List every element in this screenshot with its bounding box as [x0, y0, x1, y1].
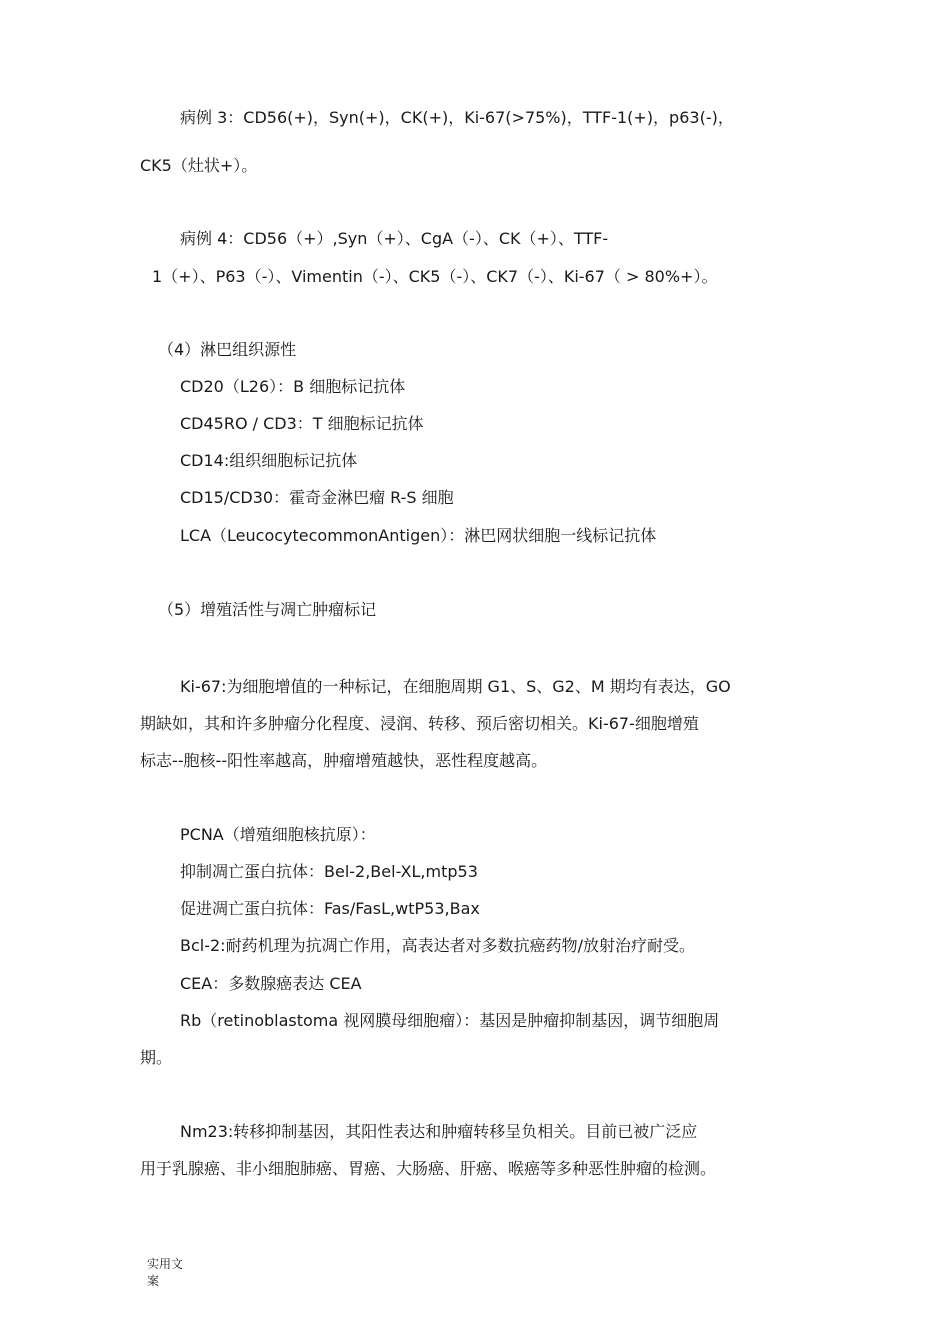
footer-label-line2: 案: [147, 1274, 160, 1288]
lymph-item: CD15/CD30：霍奇金淋巴瘤 R-S 细胞: [180, 488, 454, 507]
prolif-item: 抑制凋亡蛋白抗体：Bel-2,Bel-XL,mtp53: [180, 862, 478, 881]
lymph-item: CD20（L26）：B 细胞标记抗体: [180, 377, 406, 396]
lymph-item: CD45RO / CD3：T 细胞标记抗体: [180, 414, 424, 433]
prolif-item: Bcl-2:耐药机理为抗凋亡作用，高表达者对多数抗癌药物/放射治疗耐受。: [180, 936, 695, 955]
lymph-item: LCA（LeucocytecommonAntigen）：淋巴网状细胞一线标记抗体: [180, 526, 657, 545]
case3-line1: 病例 3：CD56(+)，Syn(+)，CK(+)，Ki-67(>75%)，TTF-1(+)，p63(-)，: [180, 108, 734, 127]
case4-line2: 1（+）、P63（-）、Vimentin（-）、CK5（-）、CK7（-）、Ki-67（ > 80%+）。: [152, 267, 718, 286]
prolif-item: 期。: [140, 1048, 173, 1067]
prolif-item: CEA：多数腺癌表达 CEA: [180, 974, 362, 993]
case4-line1: 病例 4：CD56（+）,Syn（+）、CgA（-）、CK（+）、TTF-: [180, 229, 609, 248]
prolif-item: Rb（retinoblastoma 视网膜母细胞瘤）：基因是肿瘤抑制基因，调节细胞周: [180, 1011, 720, 1030]
nm23-line: 用于乳腺癌、非小细胞肺癌、胃癌、大肠癌、肝癌、喉癌等多种恶性肿瘤的检测。: [140, 1159, 717, 1178]
ki67-line: 标志--胞核--阳性率越高，肿瘤增殖越快，恶性程度越高。: [140, 751, 548, 770]
prolif-heading: （5）增殖活性与凋亡肿瘤标记: [158, 600, 377, 619]
case3-line2: CK5（灶状+）。: [140, 156, 258, 175]
prolif-item: 促进凋亡蛋白抗体：Fas/FasL,wtP53,Bax: [180, 899, 480, 918]
lymph-heading: （4）淋巴组织源性: [158, 340, 297, 359]
prolif-item: PCNA（增殖细胞核抗原）：: [180, 825, 376, 844]
lymph-item: CD14:组织细胞标记抗体: [180, 451, 358, 470]
footer-label-line1: 实用文: [147, 1257, 184, 1271]
ki67-line: Ki-67:为细胞增值的一种标记，在细胞周期 G1、S、G2、M 期均有表达，GO: [180, 677, 731, 696]
nm23-line: Nm23:转移抑制基因，其阳性表达和肿瘤转移呈负相关。目前已被广泛应: [180, 1122, 698, 1141]
ki67-line: 期缺如，其和许多肿瘤分化程度、浸润、转移、预后密切相关。Ki-67-细胞增殖: [140, 714, 699, 733]
